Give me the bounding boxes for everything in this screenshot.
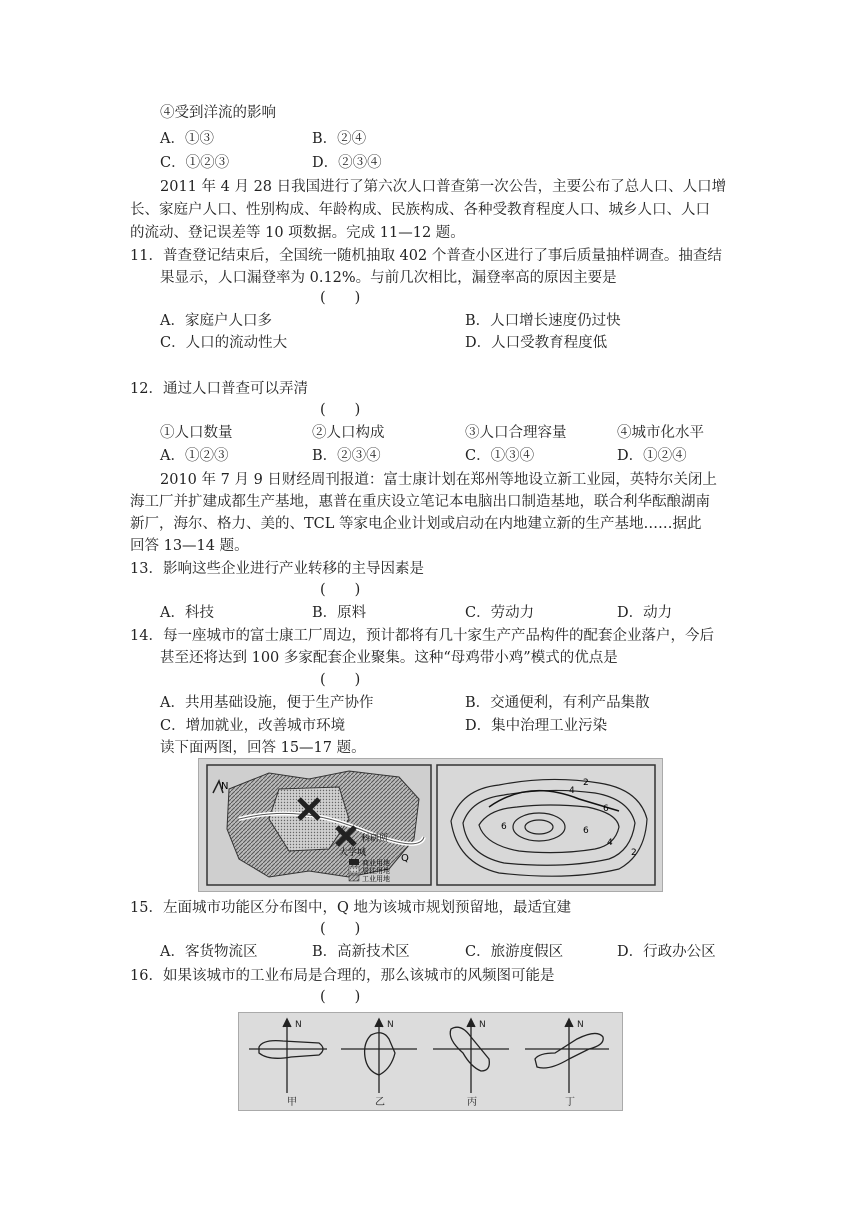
q12-option-b[interactable]: B．②③④ [312,448,381,464]
q13-option-c[interactable]: C．劳动力 [465,605,535,621]
legend-residential: 居住用地 [362,867,390,875]
q13-stem: 13．影响这些企业进行产业转移的主导因素是 [130,561,424,577]
q15-option-b[interactable]: B．高新技术区 [312,944,410,960]
passage-industry-line2: 海工厂并扩建成都生产基地，惠普在重庆设立笔记本电脑出口制造基地，联合利华酝酿湖南 [130,494,710,510]
q14-stem-line2: 甚至还将达到 100 多家配套企业聚集。这种“母鸡带小鸡”模式的优点是 [160,650,618,666]
figure-wind-roses [238,1012,623,1111]
q15-option-c[interactable]: C．旅游度假区 [465,944,564,960]
q14-option-c[interactable]: C．增加就业，改善城市环境 [160,718,346,734]
wind-rose-bing-north: N [479,1020,486,1030]
q14-stem-line1: 14．每一座城市的富士康工厂周边，预计都将有几十家生产产品构件的配套企业落户，今后 [130,628,714,644]
wind-rose-bing [433,1019,509,1093]
passage-industry-line3: 新厂，海尔、格力、美的、TCL 等家电企业计划或启动在内地建立新的生产基地……据此 [130,516,702,532]
wind-rose-ding-label: 丁 [565,1097,575,1108]
passage-census-line1: 2011 年 4 月 28 日我国进行了第六次人口普查第一次公告，主要公布了总人口、人口增 [160,179,727,195]
contour-label-7: 6 [501,822,507,832]
q15-option-d[interactable]: D．行政办公区 [617,944,716,960]
q10-option-c[interactable]: C．①②③ [160,155,230,171]
q11-stem-line2: 果显示，人口漏登率为 0.12%。与前几次相比，漏登率高的原因主要是 [160,270,617,286]
q13-option-d[interactable]: D．动力 [617,605,673,621]
contour-label-6: 2 [631,848,637,858]
q12-item-4: ④城市化水平 [617,425,704,441]
q12-option-d[interactable]: D．①②④ [617,448,687,464]
q16-answer-blank[interactable]: ( ) [320,989,361,1005]
wind-rose-yi-north: N [387,1020,394,1030]
q10-option-d[interactable]: D．②③④ [312,155,382,171]
contour-label-5: 4 [607,838,613,848]
passage-census-line2: 长、家庭户人口、性别构成、年龄构成、民族构成、各种受教育程度人口、城乡人口、人口 [130,202,710,218]
q12-answer-blank[interactable]: ( ) [320,402,361,418]
wind-rose-yi-label: 乙 [375,1097,385,1108]
contour-label-3: 6 [603,804,609,814]
legend-industrial: 工业用地 [362,875,390,883]
q15-answer-blank[interactable]: ( ) [320,921,361,937]
q10-option-b[interactable]: B．②④ [312,131,367,147]
q12-item-1: ①人口数量 [160,425,233,441]
wind-rose-ding-north: N [577,1020,584,1030]
q15-stem: 15．左面城市功能区分布图中，Q 地为该城市规划预留地，最适宜建 [130,900,571,916]
contour-label-1: 2 [583,778,589,788]
wind-rose-jia-north: N [295,1020,302,1030]
figure-city-maps [198,758,663,892]
wind-rose-yi [341,1019,417,1093]
q16-stem: 16．如果该城市的工业布局是合理的，那么该城市的风频图可能是 [130,968,555,984]
q14-option-b[interactable]: B．交通便利，有利产品集散 [465,695,650,711]
q13-answer-blank[interactable]: ( ) [320,582,361,598]
wind-rose-jia-label: 甲 [287,1097,297,1108]
q11-option-a[interactable]: A．家庭户人口多 [160,313,272,329]
wind-rose-ding [525,1019,609,1093]
left-map-legend [349,858,390,883]
q10-item-4: ④受到洋流的影响 [160,105,276,121]
q11-answer-blank[interactable]: ( ) [320,290,361,306]
q10-option-a[interactable]: A．①③ [160,131,214,147]
q14-option-a[interactable]: A．共用基础设施，便于生产协作 [160,695,374,711]
q14-answer-blank[interactable]: ( ) [320,672,361,688]
q13-option-a[interactable]: A．科技 [160,605,214,621]
q12-stem: 12．通过人口普查可以弄清 [130,381,308,397]
label-q: Q [401,853,409,864]
q14-option-d[interactable]: D．集中治理工业污染 [465,718,608,734]
wind-rose-bing-label: 丙 [467,1097,477,1108]
q12-option-a[interactable]: A．①②③ [160,448,229,464]
contour-label-2: 4 [569,786,575,796]
q12-item-3: ③人口合理容量 [465,425,567,441]
q11-option-b[interactable]: B．人口增长速度仍过快 [465,313,621,329]
passage-industry-line4: 回答 13—14 题。 [130,538,249,554]
q15-option-a[interactable]: A．客货物流区 [160,944,258,960]
left-map-north: N [221,781,229,792]
q11-stem-line1: 11．普查登记结束后，全国统一随机抽取 402 个普查小区进行了事后质量抽样调查。抽查结 [130,248,722,264]
q12-item-2: ②人口构成 [312,425,385,441]
q11-option-d[interactable]: D．人口受教育程度低 [465,335,608,351]
q12-option-c[interactable]: C．①③④ [465,448,535,464]
legend-commercial: 商业用地 [362,859,390,867]
contour-label-4: 6 [583,826,589,836]
passage-industry-line1: 2010 年 7 月 9 日财经周刊报道：富士康计划在郑州等地设立新工业园，英特尔关闭上 [160,472,717,488]
passage-figure-intro: 读下面两图，回答 15—17 题。 [160,740,366,756]
label-institute: 科研所 [361,834,389,844]
label-university: 大学城 [339,848,367,858]
passage-census-line3: 的流动、登记误差等 10 项数据。完成 11—12 题。 [130,225,465,241]
q13-option-b[interactable]: B．原料 [312,605,367,621]
wind-rose-jia [249,1019,327,1093]
q11-option-c[interactable]: C．人口的流动性大 [160,335,288,351]
